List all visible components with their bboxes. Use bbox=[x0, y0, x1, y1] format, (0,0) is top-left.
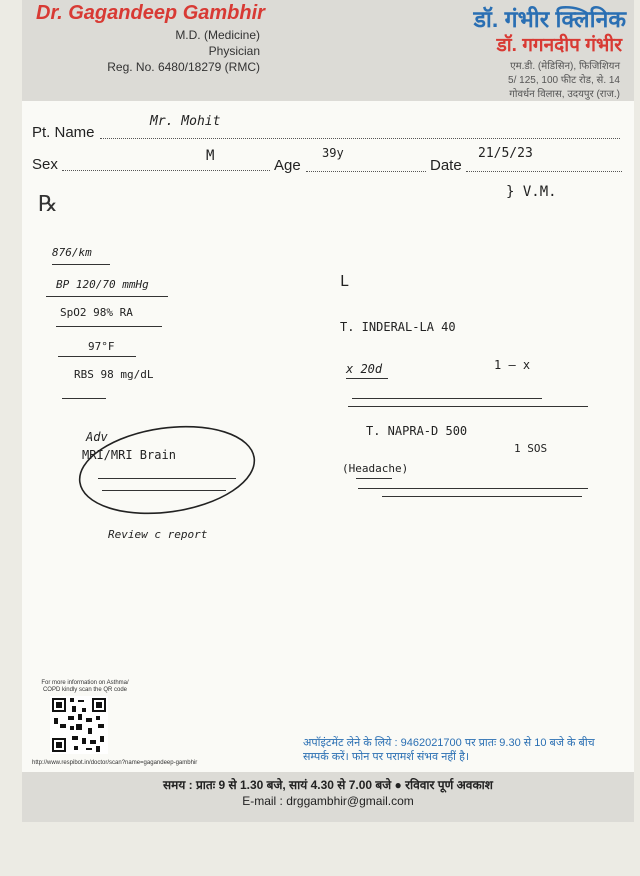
vital-temperature: 97°F bbox=[88, 340, 115, 353]
qr-note: For more information on Asthma/ COPD kindly scan the QR code bbox=[41, 680, 129, 693]
medicine-marker: L bbox=[340, 272, 350, 290]
doctor-title: Physician bbox=[208, 44, 260, 58]
vital-underline bbox=[56, 326, 162, 327]
vital-underline bbox=[62, 398, 106, 399]
qr-url: http://www.respibot.in/doctor/scan?name=gagandeep-gambhir bbox=[32, 760, 198, 766]
medicine1-name: T. INDERAL-LA 40 bbox=[340, 320, 456, 334]
medicine1-schedule: 1 — x bbox=[494, 358, 531, 372]
letterhead bbox=[22, 0, 634, 101]
advice-circle bbox=[76, 424, 258, 516]
medicine2-note: (Headache) bbox=[342, 462, 409, 475]
doctor-name-hindi: डॉ. गगनदीप गंभीर bbox=[496, 35, 622, 56]
medicine2-underline bbox=[356, 478, 392, 479]
advice-underline bbox=[98, 478, 236, 479]
age-line bbox=[306, 171, 426, 172]
patient-name-value: Mr. Mohit bbox=[150, 114, 221, 129]
corner-note: } V.M. bbox=[506, 184, 557, 200]
medicine1-underline bbox=[346, 378, 388, 379]
appointment-note bbox=[303, 736, 595, 764]
vital-bp: BP 120/70 mmHg bbox=[56, 278, 149, 291]
clinic-email: E-mail : drggambhir@gmail.com bbox=[242, 794, 414, 808]
qr-code bbox=[50, 696, 108, 754]
prescription-sheet bbox=[22, 0, 634, 822]
review-note: Review c report bbox=[108, 528, 208, 541]
vital-rbs: RBS 98 mg/dL bbox=[74, 368, 154, 381]
patient-name-label: Pt. Name bbox=[32, 124, 95, 141]
age-label: Age bbox=[274, 157, 301, 174]
clinic-timing: समय : प्रातः 9 से 1.30 बजे, सायं 4.30 से 7.00 बजे ● रविवार पूर्ण अवकाश bbox=[163, 778, 493, 792]
doctor-name: Dr. Gagandeep Gambhir bbox=[36, 2, 265, 24]
doctor-qualification: M.D. (Medicine) bbox=[175, 28, 260, 42]
date-value: 21/5/23 bbox=[478, 146, 533, 161]
medicine1-dosage: x 20d bbox=[346, 362, 383, 376]
medicine2-line bbox=[382, 496, 582, 497]
vital-pulse: 876/km bbox=[52, 246, 92, 259]
medicine1-line bbox=[348, 406, 588, 407]
appointment-line2: सम्पर्क करें। फोन पर परामर्श संभव नहीं है। bbox=[303, 751, 470, 763]
sex-value: M bbox=[206, 148, 215, 164]
advice-item: MRI/MRI Brain bbox=[82, 448, 176, 462]
advice-underline bbox=[102, 490, 226, 491]
medicine2-schedule: 1 SOS bbox=[514, 442, 548, 455]
date-label: Date bbox=[430, 157, 462, 174]
vital-underline bbox=[52, 264, 110, 265]
vital-spo2: SpO2 98% RA bbox=[60, 306, 133, 319]
address-line2-hindi: गोवर्धन विलास, उदयपुर (राज.) bbox=[509, 89, 620, 100]
appointment-line1: अपॉइंटमेंट लेने के लिये : 9462021700 पर प्रातः 9.30 से 10 बजे के बीच bbox=[303, 737, 595, 749]
rx-symbol: ℞ bbox=[38, 192, 58, 217]
age-value: 39y bbox=[322, 146, 344, 160]
clinic-name-hindi: डॉ. गंभीर क्लिनिक bbox=[473, 6, 626, 32]
medicine2-name: T. NAPRA-D 500 bbox=[366, 424, 468, 438]
address-line1-hindi: 5/ 125, 100 फीट रोड, से. 14 bbox=[508, 75, 620, 86]
vital-underline bbox=[58, 356, 136, 357]
medicine1-line bbox=[352, 398, 542, 399]
sex-label: Sex bbox=[32, 156, 58, 173]
medicine2-line bbox=[358, 488, 588, 489]
advice-label: Adv bbox=[86, 430, 108, 444]
patient-name-line bbox=[100, 138, 620, 139]
registration-number: Reg. No. 6480/18279 (RMC) bbox=[107, 60, 260, 74]
vital-underline bbox=[46, 296, 168, 297]
sex-line bbox=[62, 170, 270, 171]
qualification-hindi: एम.डी. (मेडिसिन), फिजिशियन bbox=[510, 61, 620, 72]
date-line bbox=[466, 171, 622, 172]
